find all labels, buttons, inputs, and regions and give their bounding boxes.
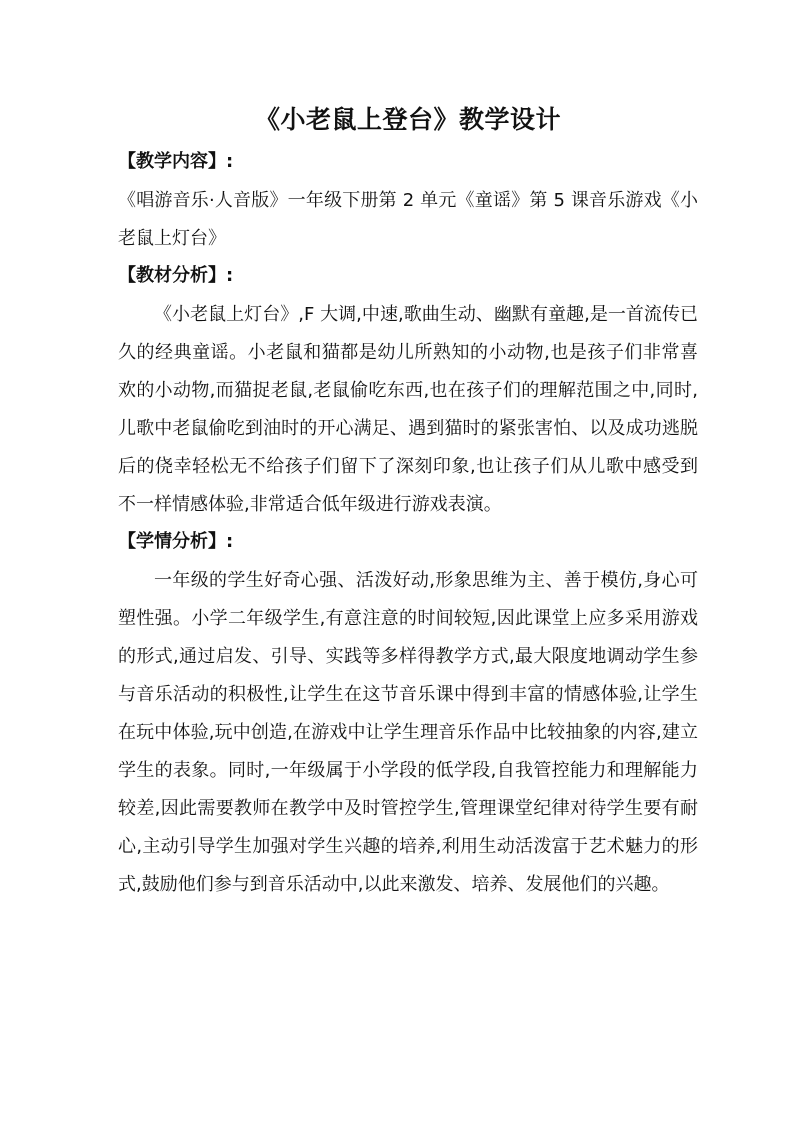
section-heading: 【学情分析】:: [118, 531, 234, 552]
section-material-analysis: [118, 258, 698, 524]
section-teaching-content: [118, 144, 698, 258]
section-paragraph: 《小老鼠上灯台》,F 大调,中速,歌曲生动、幽默有童趣,是一首流传已久的经典童谣。小老鼠和猫都是幼儿所熟知的小动物,也是孩子们非常喜欢的小动物,而猫捉老鼠,老鼠偷吃东西,也在孩子们的理解范围之中,同时,儿歌中老鼠偷吃到油时的开心满足、遇到猫时的紧张害怕、以及成功逃脱后的侥幸轻松无不给孩子们留下了深刻印象,也让孩子们从儿歌中感受到不一样情感体验,非常适合低年级进行游戏表演。: [118, 304, 698, 515]
section-student-analysis: [118, 524, 698, 904]
section-heading: 【教学内容】:: [118, 151, 234, 172]
section-paragraph: 一年级的学生好奇心强、活泼好动,形象思维为主、善于模仿,身心可塑性强。小学二年级学生,有意注意的时间较短,因此课堂上应多采用游戏的形式,通过启发、引导、实践等多样得教学方式,最大限度地调动学生参与音乐活动的积极性,让学生在这节音乐课中得到丰富的情感体验,让学生在玩中体验,玩中创造,在游戏中让学生理音乐作品中比较抽象的内容,建立学生的表象。同时,一年级属于小学段的低学段,自我管控能力和理解能力较差,因此需要教师在教学中及时管控学生,管理课堂纪律对待学生要有耐心,主动引导学生加强对学生兴趣的培养,利用生动活泼富于艺术魅力的形式,鼓励他们参与到音乐活动中,以此来激发、培养、发展他们的兴趣。: [118, 570, 698, 895]
document-body: [118, 102, 698, 904]
section-paragraph: 《唱游音乐·人音版》一年级下册第 2 单元《童谣》第 5 课音乐游戏《小老鼠上灯台》: [118, 190, 698, 249]
document-title: 《小老鼠上登台》教学设计: [254, 105, 561, 134]
section-heading: 【教材分析】:: [118, 265, 234, 286]
